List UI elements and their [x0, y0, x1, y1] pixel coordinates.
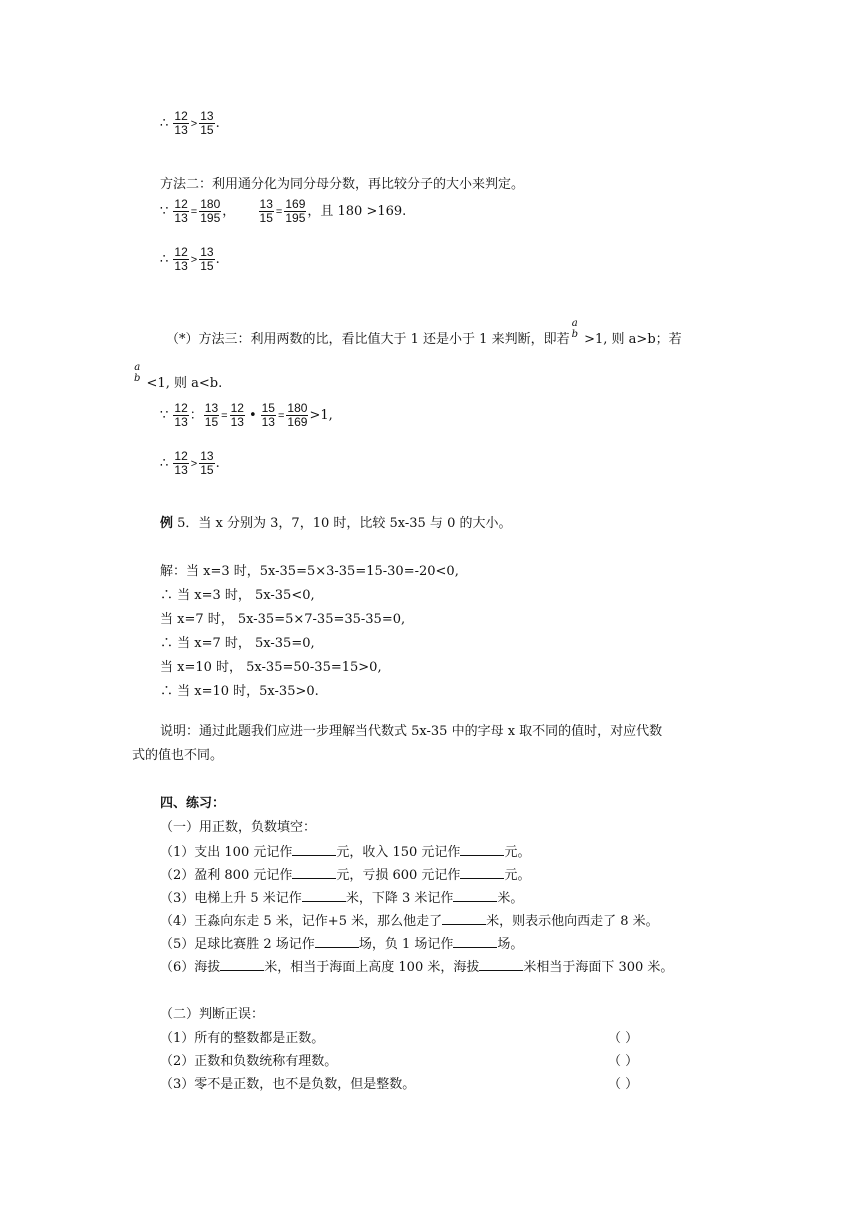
- answer-parentheses[interactable]: （ ）: [608, 1077, 639, 1092]
- fraction: $\frac{180}{169}$: [287, 401, 308, 429]
- practice-section-2: （二）判断正误：: [160, 1007, 265, 1022]
- method2-conclusion: ∴ $\frac{12}{13}$ > $\frac{13}{15}$ .: [160, 245, 220, 273]
- method2-because: ∵ $\frac{12}{13}$ = $\frac{180}{195}$ ， $\frac{13}{15}$ = $\frac{169}{195}$ ，且 180 >169.: [160, 197, 407, 225]
- practice-item: （6）海拔 米，相当于海面上高度 100 米，海拔 米相当于海面下 300 米。: [160, 960, 674, 975]
- fill-blank[interactable]: [302, 889, 346, 902]
- practice-item: （1）支出 100 元记作 元，收入 150 元记作 元。: [160, 845, 531, 860]
- answer-parentheses[interactable]: （ ）: [608, 1031, 639, 1046]
- fill-blank[interactable]: [315, 935, 359, 948]
- solution-line: ∴ 当 x=10 时，5x-35>0.: [160, 684, 319, 699]
- solution-line: ∴ 当 x=3 时， 5x-35<0,: [160, 588, 315, 603]
- practice-item: （4）王淼向东走 5 米，记作+5 米，那么他走了 米，则表示他向西走了 8 米。: [160, 914, 659, 929]
- fill-blank[interactable]: [220, 958, 264, 971]
- method3-intro: （*）方法三：利用两数的比，看比值大于 1 还是小于 1 来判断，即若 a b >1, 则 a>b；若: [166, 318, 682, 347]
- fraction-a-over-b: a b: [571, 318, 578, 340]
- judge-item: （3）零不是正数，也不是负数，但是整数。: [160, 1077, 416, 1092]
- solution-line: 当 x=7 时， 5x-35=5×7-35=35-35=0,: [160, 612, 406, 627]
- fraction: $\frac{13}{15}$: [204, 401, 219, 429]
- method2-intro: 方法二：利用通分化为同分母分数，再比较分子的大小来判定。: [160, 177, 525, 192]
- fraction: $\frac{15}{13}$: [261, 401, 275, 429]
- fill-blank[interactable]: [453, 889, 497, 902]
- fill-blank[interactable]: [479, 958, 523, 971]
- practice-section-1: （一）用正数，负数填空：: [160, 820, 317, 835]
- answer-parentheses[interactable]: （ ）: [608, 1054, 639, 1069]
- judge-item: （1）所有的整数都是正数。: [160, 1031, 325, 1046]
- fraction: $\frac{180}{195}$: [200, 197, 221, 225]
- fill-blank[interactable]: [453, 935, 497, 948]
- fraction: $\frac{13}{15}$: [200, 109, 214, 137]
- solution-line: 解：当 x=3 时，5x-35=5×3-35=15-30=-20<0,: [160, 564, 459, 579]
- fraction: $\frac{13}{15}$: [200, 449, 214, 477]
- fill-blank[interactable]: [292, 843, 336, 856]
- fraction: $\frac{13}{15}$: [259, 197, 273, 225]
- method3-conclusion: ∴ $\frac{12}{13}$ > $\frac{13}{15}$ .: [160, 449, 220, 477]
- explanation-note: 说明：通过此题我们应进一步理解当代数式 5x-35 中的字母 x 取不同的值时，对应代数: [160, 724, 663, 739]
- fraction: $\frac{12}{13}$: [174, 401, 188, 429]
- fraction: $\frac{12}{13}$: [230, 401, 244, 429]
- practice-title: 四、练习：: [160, 796, 226, 811]
- practice-item: （2）盈利 800 元记作 元，亏损 600 元记作 元。: [160, 868, 531, 883]
- practice-item: （3）电梯上升 5 米记作 米，下降 3 米记作 米。: [160, 891, 524, 906]
- solution-line: ∴ 当 x=7 时， 5x-35=0,: [160, 636, 315, 651]
- fill-blank[interactable]: [460, 843, 504, 856]
- practice-item: （5）足球比赛胜 2 场记作 场，负 1 场记作 场。: [160, 937, 524, 952]
- fraction-a-over-b: a b: [134, 362, 141, 384]
- fraction: $\frac{12}{13}$: [174, 245, 188, 273]
- method3-because: ∵ $\frac{12}{13}$ ： $\frac{13}{15}$ = $\frac{12}{13}$ • $\frac{15}{13}$ = $\frac{180}{169}$ >1,: [160, 401, 333, 429]
- fill-blank[interactable]: [460, 866, 504, 879]
- fraction: $\frac{12}{13}$: [174, 197, 188, 225]
- fraction: $\frac{12}{13}$: [174, 449, 188, 477]
- solution-line: 当 x=10 时， 5x-35=50-35=15>0,: [160, 660, 382, 675]
- fraction: $\frac{13}{15}$: [200, 245, 214, 273]
- method3-intro-line2: a b <1, 则 a<b.: [134, 362, 223, 391]
- explanation-note-cont: 式的值也不同。: [132, 748, 224, 763]
- fraction: $\frac{169}{195}$: [285, 197, 306, 225]
- fraction: $\frac{12}{13}$: [174, 109, 188, 137]
- fill-blank[interactable]: [442, 912, 486, 925]
- fill-blank[interactable]: [292, 866, 336, 879]
- judge-item: （2）正数和负数统称有理数。: [160, 1054, 338, 1069]
- example5-heading: 例 5．当 x 分别为 3，7，10 时，比较 5x-35 与 0 的大小。: [160, 516, 512, 531]
- method1-conclusion: ∴ $\frac{12}{13}$ > $\frac{13}{15}$ .: [160, 109, 220, 137]
- therefore-symbol: ∴: [160, 116, 169, 131]
